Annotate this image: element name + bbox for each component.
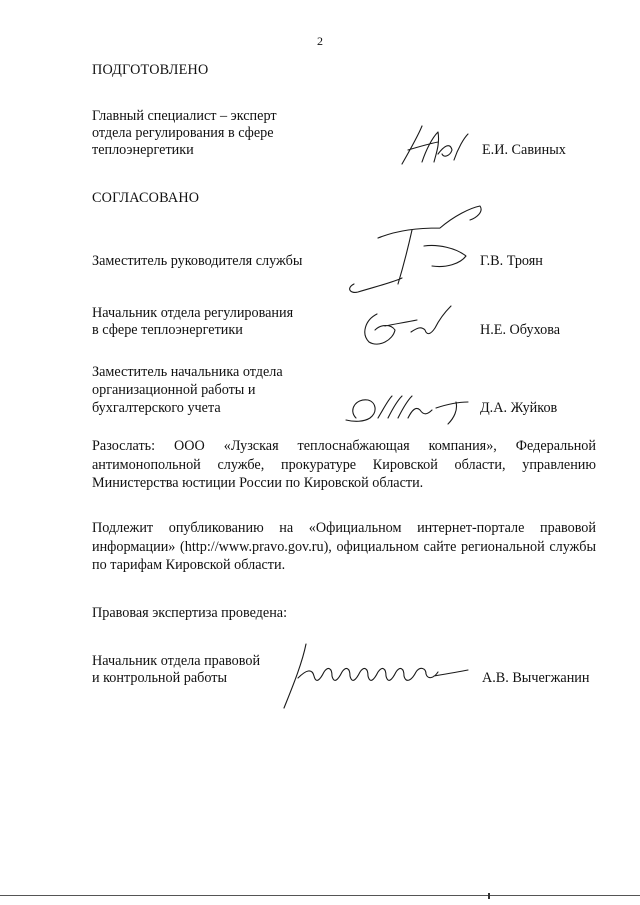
page-bottom-mark xyxy=(488,893,490,899)
legal-review-name: А.В. Вычегжанин xyxy=(482,670,590,686)
prepared-name: Е.И. Савиных xyxy=(482,142,566,158)
signature-vychegzhanin xyxy=(276,640,476,712)
prepared-position-line: отдела регулирования в сфере xyxy=(92,125,274,141)
signature-zhuykov xyxy=(340,388,480,428)
signer-name: Д.А. Жуйков xyxy=(480,400,558,416)
page-number: 2 xyxy=(317,34,323,48)
signer-position-line: организационной работы и xyxy=(92,382,256,398)
signer-position-line: Начальник отдела регулирования xyxy=(92,305,294,321)
legal-review-position-line: Начальник отдела правовой xyxy=(92,653,261,669)
prepared-position-line: Главный специалист – эксперт xyxy=(92,108,277,124)
signer-position-line: бухгалтерского учета xyxy=(92,400,221,416)
agreed-heading: СОГЛАСОВАНО xyxy=(92,190,200,206)
signer-position-line: Заместитель руководителя службы xyxy=(92,253,303,269)
signer-name: Н.Е. Обухова xyxy=(480,322,561,338)
signer-name: Г.В. Троян xyxy=(480,253,543,269)
signature-savinykh xyxy=(388,120,478,170)
distribution-paragraph: Разослать: ООО «Лузская теплоснабжающая компания», Федеральной антимонопольной службе, прокуратуре Кировской области, управлению Министерства юстиции России по Кировской области. xyxy=(92,438,596,492)
page-bottom-edge xyxy=(0,895,640,896)
publication-paragraph: Подлежит опубликованию на «Официальном интернет-портале правовой информации» (http://www.pravo.gov.ru), официальном сайте региональной службы по тарифам Кировской области. xyxy=(92,520,596,574)
prepared-position-line: теплоэнергетики xyxy=(92,142,194,158)
signer-position-line: Заместитель начальника отдела xyxy=(92,364,283,380)
legal-review-position-line: и контрольной работы xyxy=(92,670,227,686)
signer-position-line: в сфере теплоэнергетики xyxy=(92,322,243,338)
signature-troyan xyxy=(338,198,488,298)
legal-review-statement: Правовая экспертиза проведена: xyxy=(92,605,288,621)
prepared-heading: ПОДГОТОВЛЕНО xyxy=(92,62,209,78)
signature-obukhova xyxy=(355,300,465,350)
